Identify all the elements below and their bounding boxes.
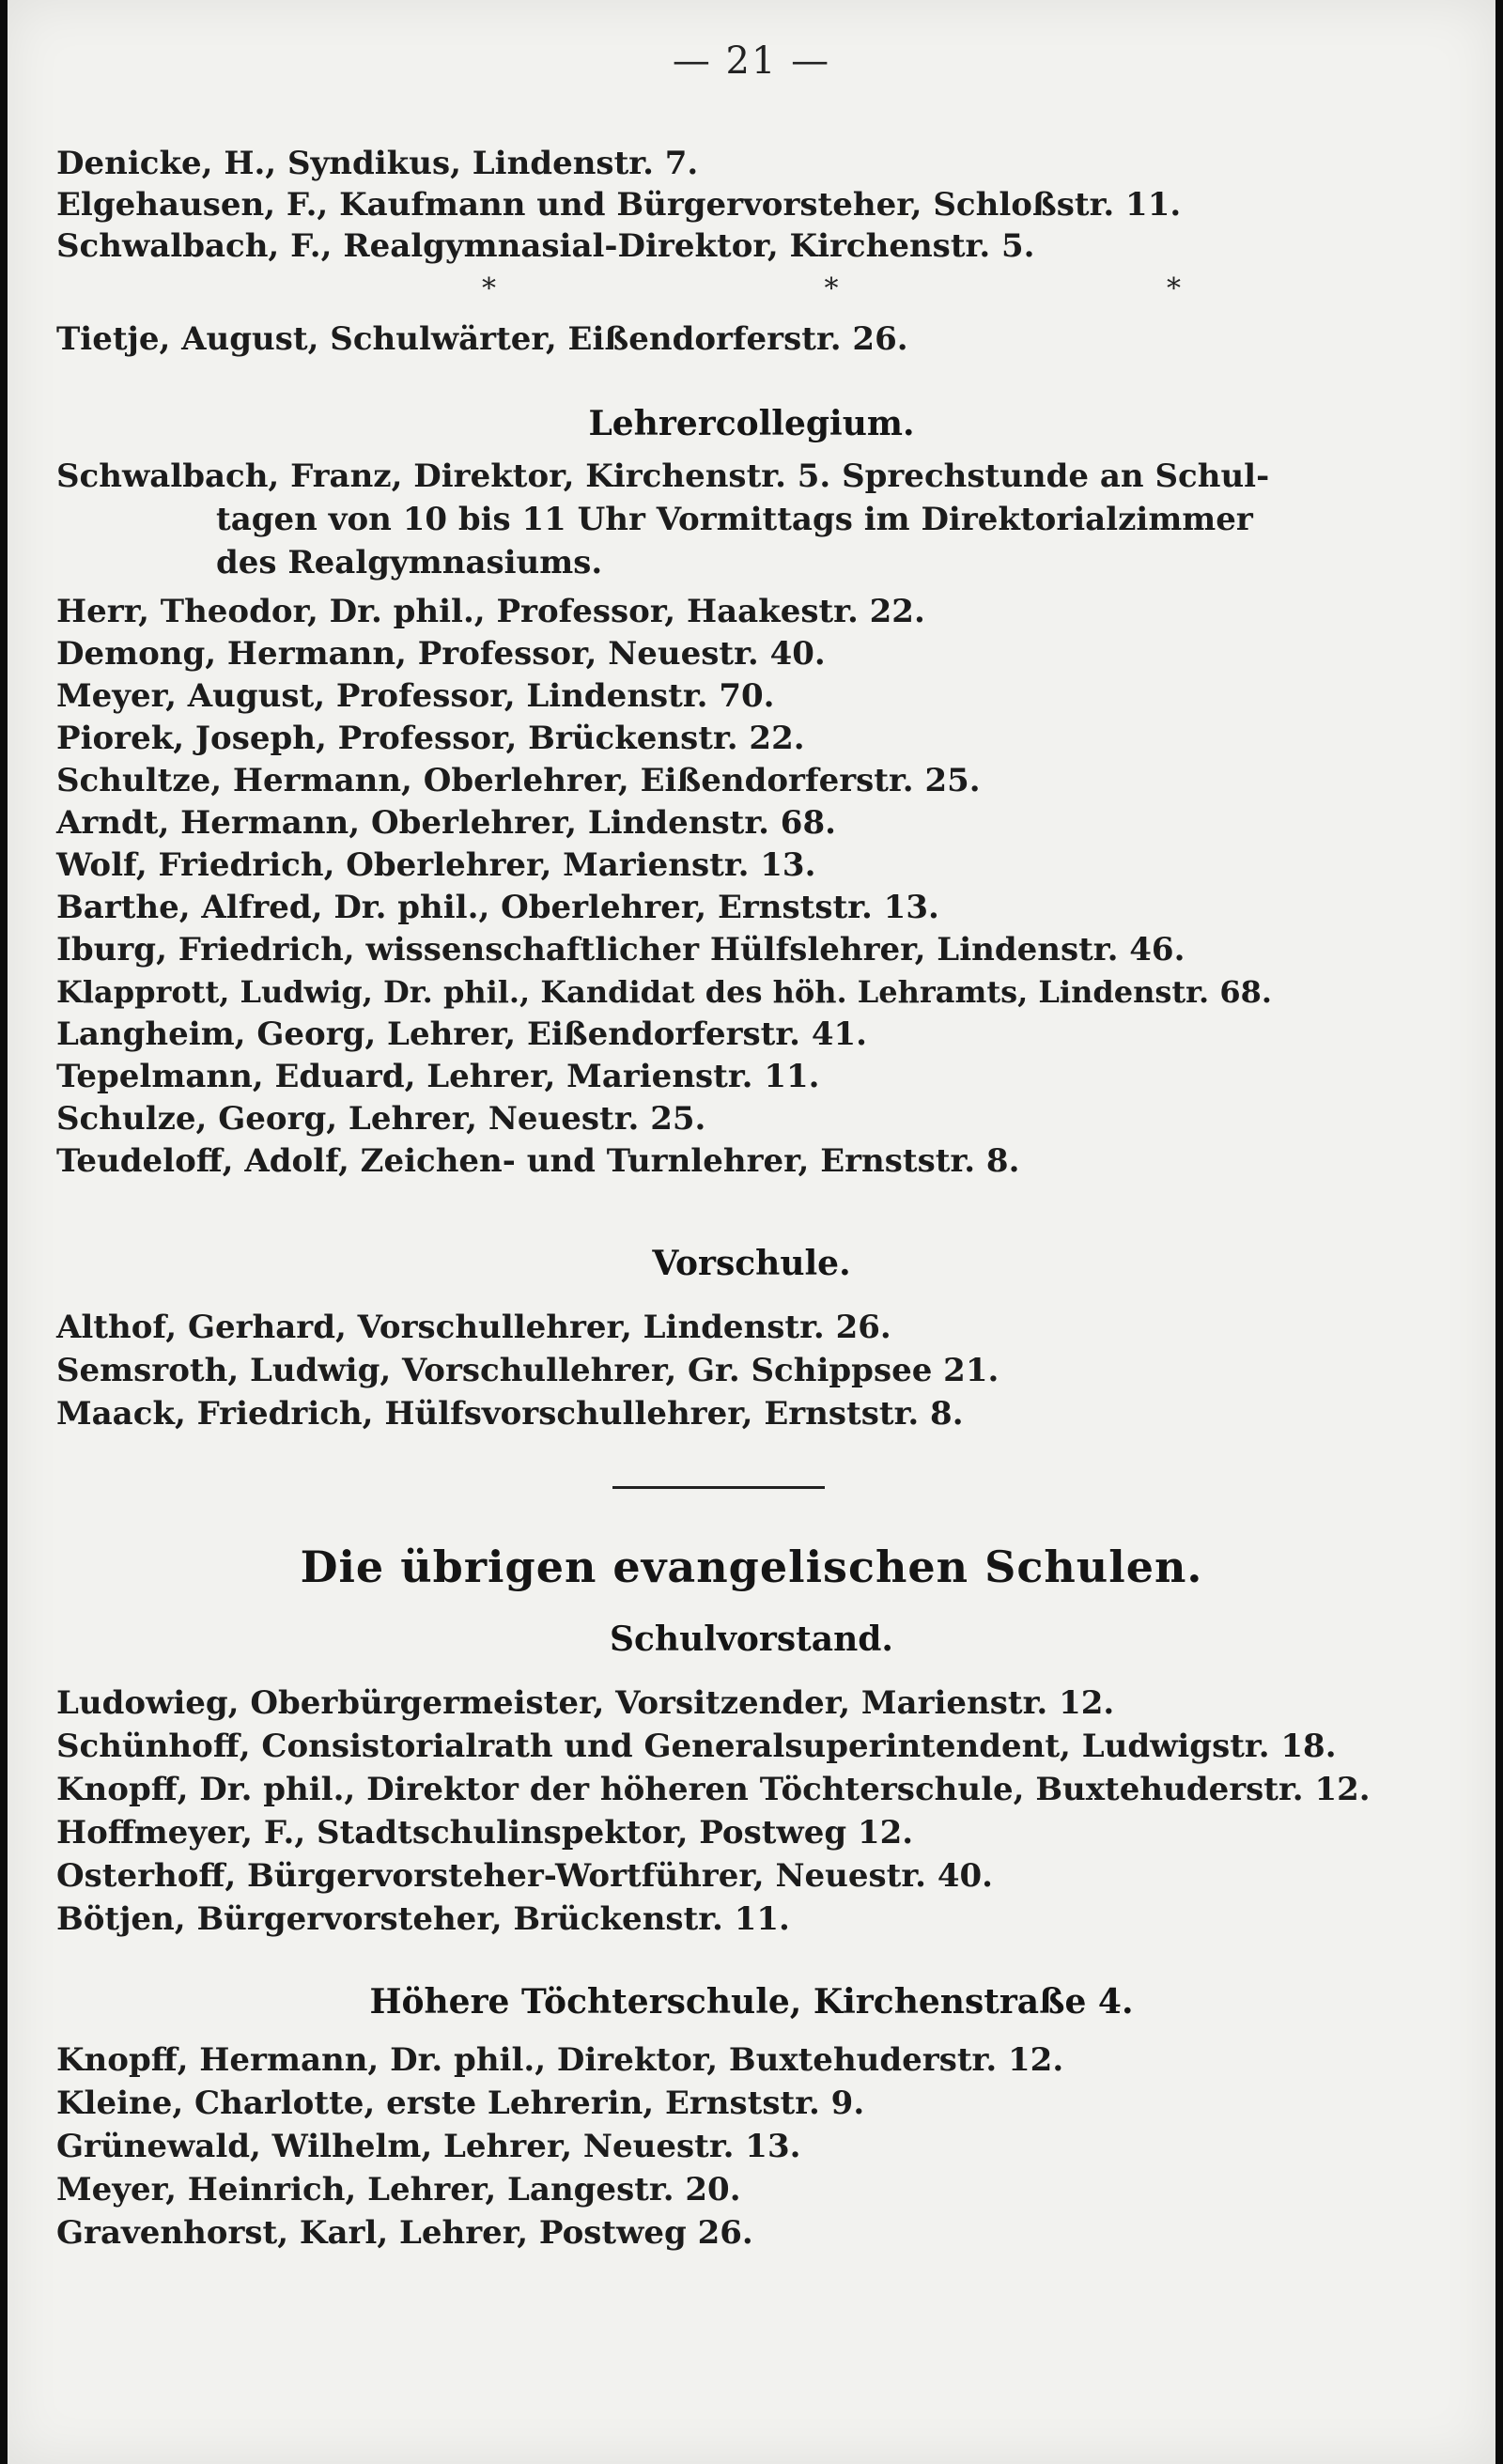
page-number: — 21 — <box>672 39 831 83</box>
entry-line: Denicke, H., Syndikus, Lindenstr. 7. <box>56 145 699 182</box>
entry-line: Barthe, Alfred, Dr. phil., Oberlehrer, Ernststr. 13. <box>56 889 939 926</box>
entry-line: Schwalbach, Franz, Direktor, Kirchenstr. 5. Sprechstunde an Schul- <box>56 457 1270 495</box>
entry-line: Osterhoff, Bürgervorsteher-Wortführer, Neuestr. 40. <box>56 1857 993 1895</box>
entry-line: Maack, Friedrich, Hülfsvorschullehrer, Ernststr. 8. <box>56 1395 964 1433</box>
entry-line: Arndt, Hermann, Oberlehrer, Lindenstr. 68. <box>56 804 836 842</box>
entry-line: Schultze, Hermann, Oberlehrer, Eißendorferstr. 25. <box>56 762 981 799</box>
entry-line: Schulze, Georg, Lehrer, Neuestr. 25. <box>56 1100 706 1138</box>
entry-line: Wolf, Friedrich, Oberlehrer, Marienstr. 13. <box>56 846 816 884</box>
entry-line: Knopff, Hermann, Dr. phil., Direktor, Buxtehuderstr. 12. <box>56 2041 1064 2079</box>
entry-continuation: tagen von 10 bis 11 Uhr Vormittags im Direktorialzimmer <box>216 501 1253 538</box>
entry-line: Tepelmann, Eduard, Lehrer, Marienstr. 11. <box>56 1058 820 1095</box>
entry-line: Bötjen, Bürgervorsteher, Brückenstr. 11. <box>56 1900 790 1938</box>
section-heading-vorschule: Vorschule. <box>652 1244 851 1283</box>
entry-line: Hoffmeyer, F., Stadtschulinspektor, Postweg 12. <box>56 1814 914 1852</box>
section-heading-evangelische-schulen: Die übrigen evangelischen Schulen. <box>300 1542 1203 1592</box>
entry-line: Knopff, Dr. phil., Direktor der höheren Töchterschule, Buxtehuderstr. 12. <box>56 1771 1371 1808</box>
entry-line: Tietje, August, Schulwärter, Eißendorferstr. 26. <box>56 320 908 358</box>
section-heading-lehrercollegium: Lehrercollegium. <box>588 404 915 443</box>
entry-line: Schünhoff, Consistorialrath und Generalsuperintendent, Ludwigstr. 18. <box>56 1728 1337 1765</box>
entry-line: Piorek, Joseph, Professor, Brückenstr. 22. <box>56 720 805 757</box>
entry-line: Ludowieg, Oberbürgermeister, Vorsitzender, Marienstr. 12. <box>56 1684 1115 1722</box>
separator-stars: * * * <box>481 272 1341 305</box>
entry-line: Meyer, August, Professor, Lindenstr. 70. <box>56 677 775 715</box>
section-divider <box>612 1486 825 1489</box>
section-heading-toechterschule: Höhere Töchterschule, Kirchenstraße 4. <box>369 1982 1134 2022</box>
entry-line: Elgehausen, F., Kaufmann und Bürgervorsteher, Schloßstr. 11. <box>56 186 1182 224</box>
entry-line: Gravenhorst, Karl, Lehrer, Postweg 26. <box>56 2214 753 2252</box>
entry-line: Grünewald, Wilhelm, Lehrer, Neuestr. 13. <box>56 2128 801 2165</box>
entry-line: Iburg, Friedrich, wissenschaftlicher Hülfslehrer, Lindenstr. 46. <box>56 931 1185 969</box>
entry-line: Semsroth, Ludwig, Vorschullehrer, Gr. Schippsee 21. <box>56 1352 999 1389</box>
entry-line: Althof, Gerhard, Vorschullehrer, Lindenstr. 26. <box>56 1309 891 1346</box>
subheading-schulvorstand: Schulvorstand. <box>610 1619 893 1659</box>
entry-line: Demong, Hermann, Professor, Neuestr. 40. <box>56 635 826 673</box>
entry-line: Schwalbach, F., Realgymnasial-Direktor, Kirchenstr. 5. <box>56 227 1035 265</box>
entry-line: Kleine, Charlotte, erste Lehrerin, Ernststr. 9. <box>56 2084 865 2122</box>
entry-line: Klapprott, Ludwig, Dr. phil., Kandidat des höh. Lehramts, Lindenstr. 68. <box>56 974 1272 1010</box>
document-page <box>8 0 1495 2464</box>
entry-line: Langheim, Georg, Lehrer, Eißendorferstr. 41. <box>56 1015 867 1053</box>
entry-line: Meyer, Heinrich, Lehrer, Langestr. 20. <box>56 2171 741 2208</box>
entry-line: Teudeloff, Adolf, Zeichen- und Turnlehrer, Ernststr. 8. <box>56 1142 1020 1180</box>
entry-continuation: des Realgymnasiums. <box>216 544 603 581</box>
entry-line: Herr, Theodor, Dr. phil., Professor, Haakestr. 22. <box>56 593 925 630</box>
